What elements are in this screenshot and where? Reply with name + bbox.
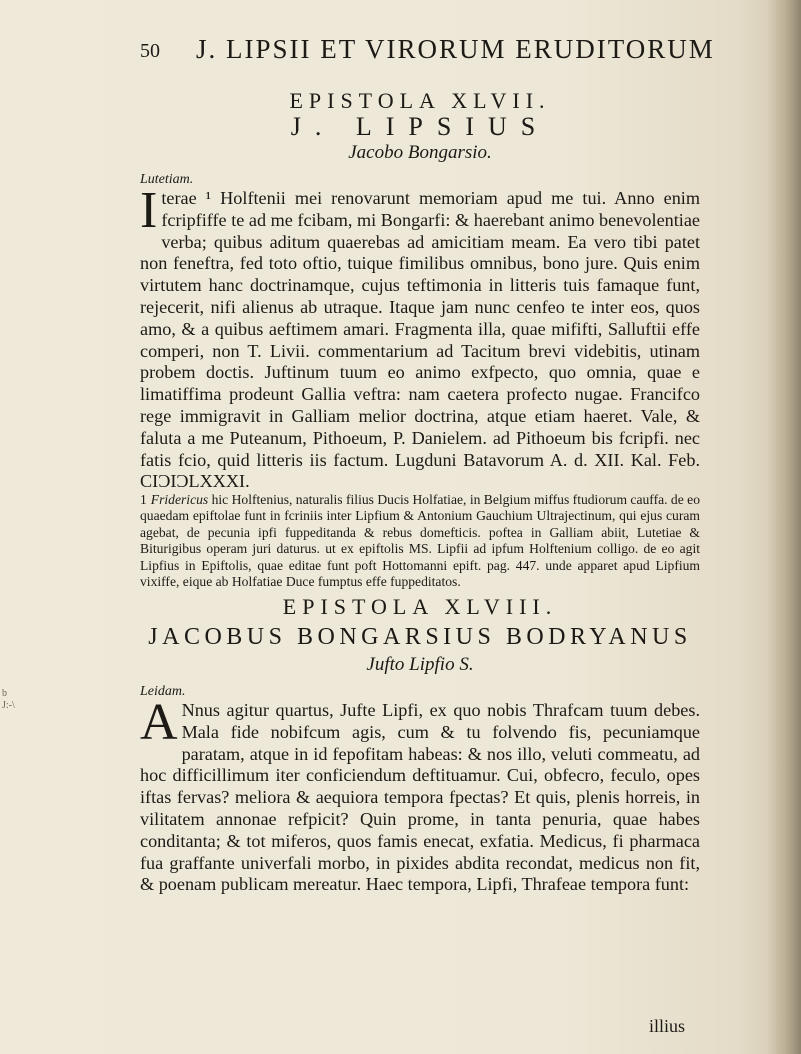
catchword: illius [648,1016,685,1036]
letter1-recipient: Jacobo Bongarsio. [348,142,492,163]
page-edge-shadow [767,0,801,1054]
running-head [140,34,715,70]
letter2-text: Nnus agitur quartus, Jufte Lipfi, ex quo nobis Thrafcam tuum debes. Mala fide nobifcum agis, cum & tu folvendo fis, pecuniamque paratam, atque in id fepofitam habeas: & nos illo, veluti commeatu, ad hoc difficillimum iter conficiendum deftituamur. Cui, obfecro, feculo, opes iftas fervas? meliora & aequiora tempora fpectas? Et quis, plenis horreis, in vilitatem annonae refpicit? Quin prome, in tanta penuria, quae habes conditanta; & tot miferos, quos famis enecat, exfatia. Medicus, fi pharmaca fua graffante univerfali morbo, in pixides abdita recondat, medicus non fit, & poenam publicam mereatur. Haec tempora, Lipfi, Thrafeae tempora funt: [140,700,700,895]
margin-mark: b J:-\ [2,688,15,711]
letter2-recipient: Jufto Lipfio S. [366,654,474,675]
letter1-place: Lutetiam. [140,172,194,187]
footnote-text: hic Holftenius, naturalis filius Ducis Holfatiae, in Belgium miffus ftudiorum cauffa. de eo quaedam epiftolae funt in fcriniis inter Lipfium & Antonium Gauchium Ultrajectinum, qui ejus curam agebat, de pecunia ipfi fuppeditanda & rebus domefticis. poftea in Galliam abiit, Lutetiae & Biturigibus operam juri daturus. ut ex epiftolis MS. Lipfii ad ipfum Holftenium colligo. de eo agit Lipfius in Epiftolis, quae editae funt poft Hottomanni epift. pag. 447. unde apparet apud Lipfium vixiffe, eique ab Holfatiae Duce fumptus effe fuppeditatos. [140,492,700,590]
letter1-body [140,182,700,492]
footnote-number: 1 [140,492,147,507]
letter2-author: JACOBUS BONGARSIUS BODRYANUS [148,624,692,650]
footnote-lead: Fridericus [150,492,209,507]
letter2-heading: EPISTOLA XLVIII. [282,594,558,619]
letter2-place: Leidam. [140,684,186,699]
letter1-text: terae ¹ Holftenii mei renovarunt memoriam apud me tui. Anno enim fcripfiffe te ad me fcibam, mi Bongarfi: & haerebant animo benevolentiae verba; quibus aditum quaerebas ad amicitiam meam. Ea vero tibi patet non feneftra, fed toto oftio, tuique fimilibus omnibus, bono jure. Quis enim virtutem hanc doctrinamque, cujus teftimonia in litteris tuis famaque funt, rejecerit, nifi alienus ab utraque. Itaque jam nunc cenfeo te inter eos, quos amo, & a quibus aeftimem amari. Fragmenta illa, quae mififti, Salluftii effe comperi, non T. Livii. commentarium ad Tacitum brevi videbitis, utinam probem doctis. Juftinum tuum eo animo exfpecto, quo omnia, quae e limatiffima prodeunt Gallia veftra: nam caetera profecto nugae. Francifco rege immigravit in Galliam melior doctrina, atque etiam haeret. Vale, & faluta a me Puteanum, Pithoeum, P. Danielem. ad Pithoeum bis fcripfi. nec fatis fcio, quid litteris iis factum. Lugduni Batavorum A. d. XII. Kal. Feb. CIƆIƆLXXXI. [140,188,700,492]
letter1-heading: EPISTOLA XLVII. [289,88,551,113]
letter2-body [140,694,700,1016]
running-title: J. LIPSII ET VIRORUM ERUDITORUM [196,34,715,64]
letter1-author: J. LIPSIUS [290,112,550,141]
footnote [140,492,700,602]
page-number: 50 [140,40,160,62]
letter1-initial: I [140,182,158,239]
letter2-initial: A [140,694,178,751]
